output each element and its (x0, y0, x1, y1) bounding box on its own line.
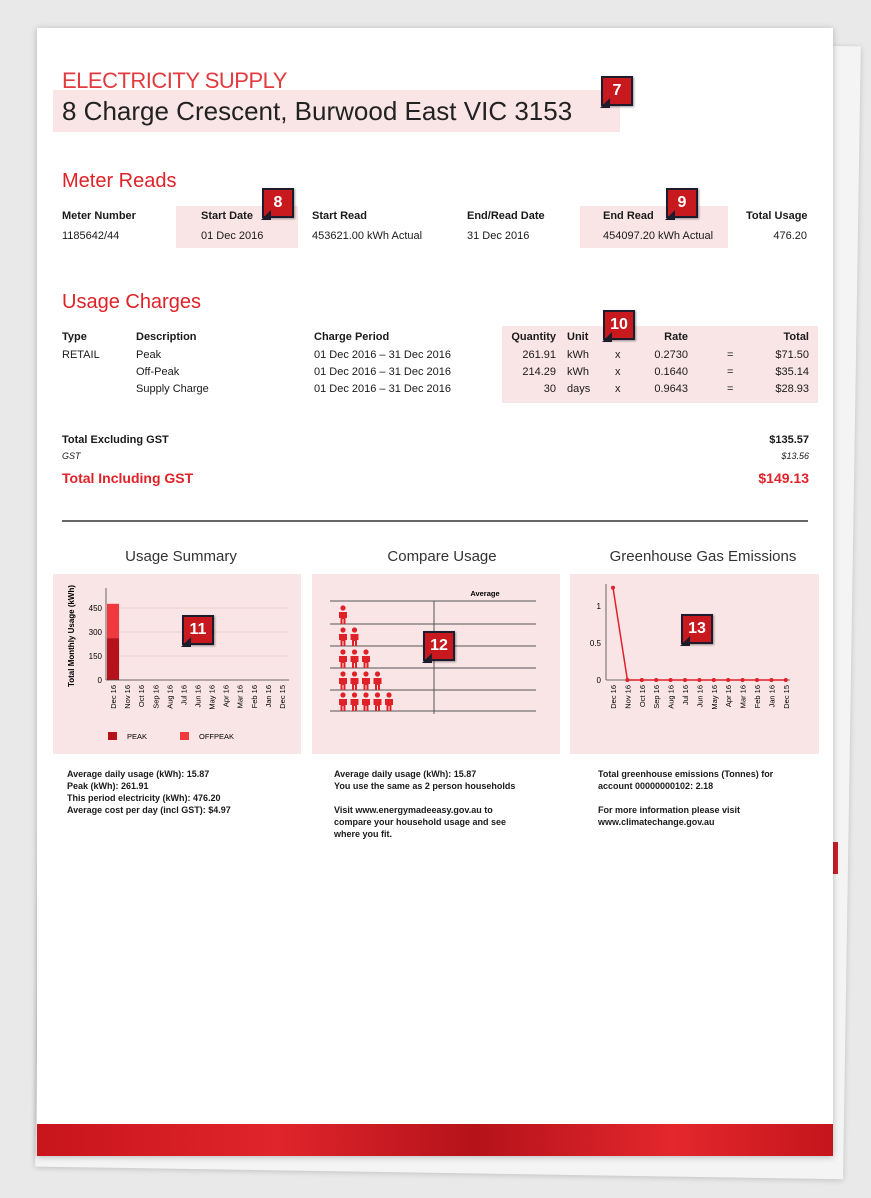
total-excl-value: $135.57 (769, 434, 809, 446)
x-tick-label: Apr 16 (221, 685, 231, 708)
note-spacer (598, 792, 773, 804)
x-tick-label: Jul 16 (179, 685, 189, 706)
person-icon (339, 671, 347, 690)
charge-cell-rate: 0.9643 (654, 383, 688, 395)
legend-swatch-offpeak (180, 732, 189, 740)
x-tick-label: Feb 16 (249, 685, 259, 709)
greenhouse-title: Greenhouse Gas Emissions (609, 548, 797, 565)
person-icon (362, 692, 370, 711)
x-tick-label: Jan 16 (263, 685, 273, 708)
person-icon (351, 649, 359, 668)
compare-usage-title: Compare Usage (387, 548, 497, 565)
x-tick-label: Dec 16 (109, 685, 119, 709)
usage-summary-chart (53, 574, 301, 754)
usage-note: This period electricity (kWh): 476.20 (67, 793, 221, 803)
badge-13-pointer (680, 636, 690, 646)
x-tick-label: Dec 15 (277, 685, 287, 709)
y-axis-label: Total Monthly Usage (kWh) (67, 584, 76, 688)
emissions-point (769, 678, 773, 682)
emissions-point (683, 678, 687, 682)
charge-cell-x: x (615, 383, 621, 395)
x-tick-label: Nov 16 (123, 685, 133, 709)
th-end-read: End Read (603, 210, 654, 222)
person-icon (374, 692, 382, 711)
person-icon (339, 627, 347, 646)
compare-usage-notes (334, 768, 515, 840)
usage-summary-title: Usage Summary (125, 548, 237, 565)
x-tick-label: Sep 16 (151, 685, 161, 709)
emissions-point (697, 678, 701, 682)
ghg-note: www.climatechange.gov.au (598, 817, 715, 827)
th-description: Description (136, 331, 197, 343)
x-tick-label: Nov 16 (623, 685, 633, 709)
meter-reads-title: Meter Reads (62, 170, 177, 192)
th-charge-period: Charge Period (314, 331, 390, 343)
compare-usage-panel (312, 574, 560, 754)
note-spacer (334, 792, 515, 804)
bar-offpeak (107, 604, 119, 638)
badge-9: 9 (666, 188, 698, 218)
y-tick-label: 150 (88, 652, 102, 661)
compare-note: Visit www.energymadeeasy.gov.au to (334, 805, 493, 815)
average-label: Average (470, 589, 500, 598)
total-excl-label: Total Excluding GST (62, 434, 169, 446)
th-total-usage: Total Usage (746, 210, 808, 222)
th-type: Type (62, 331, 87, 343)
x-tick-label: Apr 16 (724, 685, 734, 708)
end-read: 454097.20 kWh Actual (603, 230, 714, 242)
usage-note: Average daily usage (kWh): 15.87 (67, 769, 210, 779)
ghg-note: Total greenhouse emissions (Tonnes) for (598, 769, 774, 779)
person-icon (339, 692, 347, 711)
x-tick-label: Aug 16 (666, 685, 676, 709)
x-tick-label: Jan 16 (767, 685, 777, 708)
y-tick-label: 0 (596, 676, 601, 685)
charge-cell-quantity: 30 (543, 383, 556, 395)
charge-cell-period: 01 Dec 2016 – 31 Dec 2016 (314, 383, 451, 395)
y-tick-label: 0 (97, 676, 102, 685)
th-total: Total (783, 331, 809, 343)
emissions-point (755, 678, 759, 682)
greenhouse-notes (598, 768, 773, 828)
y-tick-label: 450 (88, 604, 102, 613)
section-divider (62, 520, 808, 522)
x-tick-label: Oct 16 (137, 685, 147, 708)
legend-peak-label: PEAK (127, 732, 148, 741)
person-icon (351, 627, 359, 646)
legend-offpeak-label: OFFPEAK (199, 732, 235, 741)
emissions-point (654, 678, 658, 682)
emissions-point (726, 678, 730, 682)
emissions-point (712, 678, 716, 682)
person-icon (385, 692, 393, 711)
total-incl-value: $149.13 (758, 470, 809, 486)
y-tick-label: 1 (596, 602, 601, 612)
usage-charges-title: Usage Charges (62, 291, 201, 313)
gst-label: GST (62, 451, 81, 461)
th-start-date: Start Date (201, 210, 253, 222)
legend-swatch-peak (108, 732, 117, 740)
badge-9-pointer (665, 210, 675, 220)
bar-peak (107, 638, 119, 680)
badge-10: 10 (603, 310, 635, 340)
badge-8-pointer (261, 210, 271, 220)
x-tick-label: May 16 (709, 685, 719, 710)
x-tick-label: Mar 16 (235, 685, 245, 709)
person-icon (339, 649, 347, 668)
charge-cell-description: Supply Charge (136, 383, 209, 395)
start-read: 453621.00 kWh Actual (312, 230, 423, 242)
person-icon (374, 671, 382, 690)
person-icon (362, 671, 370, 690)
badge-12: 12 (423, 631, 455, 661)
greenhouse-panel (570, 574, 819, 754)
person-icon (351, 692, 359, 711)
supply-label: ELECTRICITY SUPPLY (62, 68, 287, 93)
greenhouse-chart (570, 574, 819, 754)
ghg-note: For more information please visit (598, 805, 741, 815)
usage-note: Average cost per day (incl GST): $4.97 (67, 805, 231, 815)
compare-note: Average daily usage (kWh): 15.87 (334, 769, 477, 779)
y-tick-label: 300 (88, 628, 102, 637)
charge-cell-total: $28.93 (775, 383, 809, 395)
charge-cell-unit: kWh (567, 366, 589, 378)
th-rate: Rate (664, 331, 688, 343)
charge-cell-description: Peak (136, 349, 162, 361)
x-tick-label: Sep 16 (652, 685, 662, 709)
emissions-point (741, 678, 745, 682)
badge-11-pointer (181, 637, 191, 647)
x-tick-label: Oct 16 (637, 685, 647, 708)
x-tick-label: Mar 16 (738, 685, 748, 709)
th-unit: Unit (567, 331, 589, 343)
meter-number: 1185642/44 (62, 230, 120, 242)
charge-cell-quantity: 214.29 (522, 366, 556, 378)
compare-note: where you fit. (334, 829, 393, 839)
charge-cell-total: $35.14 (775, 366, 809, 378)
emissions-point (784, 678, 788, 682)
usage-summary-panel (53, 574, 301, 754)
person-icon (362, 649, 370, 668)
y-tick-label: 0.5 (589, 639, 601, 649)
charge-cell-period: 01 Dec 2016 – 31 Dec 2016 (314, 349, 451, 361)
x-tick-label: Feb 16 (753, 685, 762, 709)
x-tick-label: Jul 16 (681, 685, 690, 706)
total-incl-label: Total Including GST (62, 470, 194, 486)
footer-band (37, 1124, 833, 1156)
x-tick-label: Dec 15 (781, 685, 791, 709)
end-read-date: 31 Dec 2016 (467, 230, 530, 242)
compare-note: You use the same as 2 person households (334, 781, 516, 791)
compare-usage-chart (312, 574, 560, 754)
charge-cell-unit: kWh (567, 349, 589, 361)
charge-cell-description: Off-Peak (136, 366, 180, 378)
badge-12-pointer (422, 653, 432, 663)
charge-cell-quantity: 261.91 (522, 349, 556, 361)
person-icon (351, 671, 359, 690)
badge-11: 11 (182, 615, 214, 645)
x-tick-label: Jun 16 (193, 685, 203, 708)
usage-summary-notes (67, 768, 231, 816)
person-icon (339, 605, 347, 624)
badge-8: 8 (262, 188, 294, 218)
th-quantity: Quantity (511, 331, 556, 343)
x-tick-label: Dec 16 (609, 685, 618, 709)
ghg-note: account 00000000102: 2.18 (598, 781, 714, 791)
th-start-read: Start Read (312, 210, 368, 222)
gst-value: $13.56 (781, 451, 809, 461)
emissions-point (669, 678, 673, 682)
bill-page (37, 28, 833, 1156)
charge-cell-total: $71.50 (775, 349, 809, 361)
charge-cell-type: RETAIL (62, 349, 100, 361)
th-meter-number: Meter Number (62, 210, 136, 222)
charge-cell-eq: = (727, 366, 734, 378)
emissions-point (640, 678, 644, 682)
address: 8 Charge Crescent, Burwood East VIC 3153 (62, 96, 573, 126)
start-date: 01 Dec 2016 (201, 230, 264, 242)
charge-cell-x: x (615, 366, 621, 378)
th-end-read-date: End/Read Date (467, 210, 545, 222)
charge-cell-period: 01 Dec 2016 – 31 Dec 2016 (314, 366, 451, 378)
x-tick-label: Aug 16 (165, 685, 175, 709)
x-tick-label: Jun 16 (695, 685, 705, 708)
charge-cell-x: x (615, 349, 621, 361)
charge-cell-eq: = (727, 349, 734, 361)
charge-cell-rate: 0.1640 (654, 366, 688, 378)
emissions-point (611, 586, 615, 590)
emissions-point (625, 678, 629, 682)
badge-13: 13 (681, 614, 713, 644)
badge-7-pointer (600, 98, 610, 108)
usage-note: Peak (kWh): 261.91 (67, 781, 149, 791)
total-usage: 476.20 (773, 230, 807, 242)
charge-cell-unit: days (567, 383, 591, 395)
x-tick-label: May 16 (207, 685, 217, 710)
compare-note: compare your household usage and see (334, 817, 507, 827)
badge-7: 7 (601, 76, 633, 106)
charge-cell-eq: = (727, 383, 734, 395)
charge-cell-rate: 0.2730 (654, 349, 688, 361)
badge-10-pointer (602, 332, 612, 342)
